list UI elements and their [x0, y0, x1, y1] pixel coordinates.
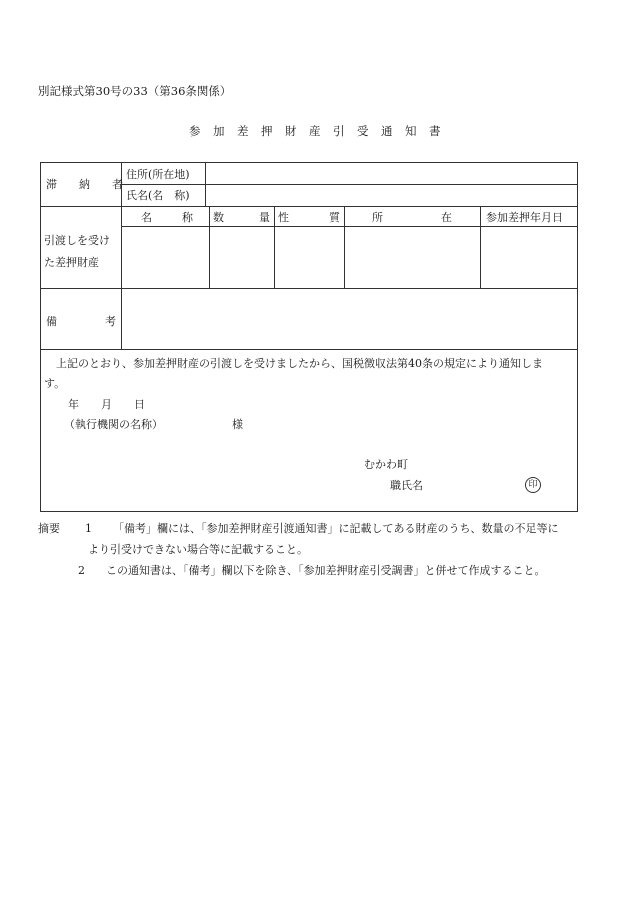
note-1-continued: より引受けできない場合等に記載すること。	[88, 543, 308, 556]
divider	[205, 162, 206, 206]
title-char: 通	[381, 124, 393, 138]
title-char: 知	[405, 124, 417, 138]
col-header-location: 所 在	[372, 211, 452, 224]
divider	[40, 349, 578, 350]
property-label-line2: た差押財産	[44, 256, 99, 269]
divider	[209, 206, 210, 288]
note-2	[38, 560, 593, 581]
notice-text-line1: 上記のとおり、参加差押財産の引渡しを受けましたから、国税徴収法第40条の規定により通知しま	[56, 357, 543, 370]
agency-name-label: （執行機関の名称）	[64, 418, 163, 431]
note-1	[38, 518, 593, 539]
name-label: 氏名(名 称)	[126, 189, 190, 202]
remarks-label: 備 考	[46, 315, 116, 328]
document-title	[0, 126, 630, 138]
divider	[274, 206, 275, 288]
official-title-label: 職氏名	[390, 479, 423, 492]
debtor-label: 滞 納 者	[46, 178, 123, 191]
form-number: 別記様式第30号の33（第36条関係）	[38, 84, 232, 98]
title-char: 参	[189, 124, 201, 138]
title-char: 加	[213, 124, 225, 138]
title-char: 引	[333, 124, 345, 138]
property-label-line1: 引渡しを受け	[44, 234, 110, 247]
col-header-name: 名 称	[141, 211, 193, 224]
notice-date: 年 月 日	[68, 398, 145, 411]
title-char: 財	[285, 124, 297, 138]
address-label: 住所(所在地)	[126, 168, 190, 181]
title-char: 押	[261, 124, 273, 138]
divider	[480, 206, 481, 288]
col-header-nature: 性 質	[278, 211, 340, 224]
title-char: 受	[357, 124, 369, 138]
note-1-number: 1	[85, 522, 92, 535]
notice-text-line2: す。	[44, 377, 66, 390]
title-char: 差	[237, 124, 249, 138]
seal-stamp-icon: 印	[525, 477, 541, 493]
town-name: むかわ町	[364, 458, 408, 471]
note-2-text: この通知書は、「備考」欄以下を除き、「参加差押財産引受調書」と併せて作成すること。	[106, 564, 546, 577]
title-char: 書	[429, 124, 441, 138]
col-header-seizure-date: 参加差押年月日	[486, 211, 563, 224]
col-header-quantity: 数 量	[213, 211, 270, 224]
note-1-text: 「備考」欄には、「参加差押財産引渡通知書」に記載してある財産のうち、数量の不足等に	[113, 522, 559, 535]
divider	[121, 226, 578, 227]
divider	[344, 206, 345, 288]
note-2-number: 2	[78, 564, 85, 577]
honorific-sama: 様	[232, 418, 243, 431]
divider	[121, 184, 578, 185]
notes-heading: 摘要	[38, 522, 60, 535]
title-char: 産	[309, 124, 321, 138]
notes-section	[38, 518, 593, 581]
